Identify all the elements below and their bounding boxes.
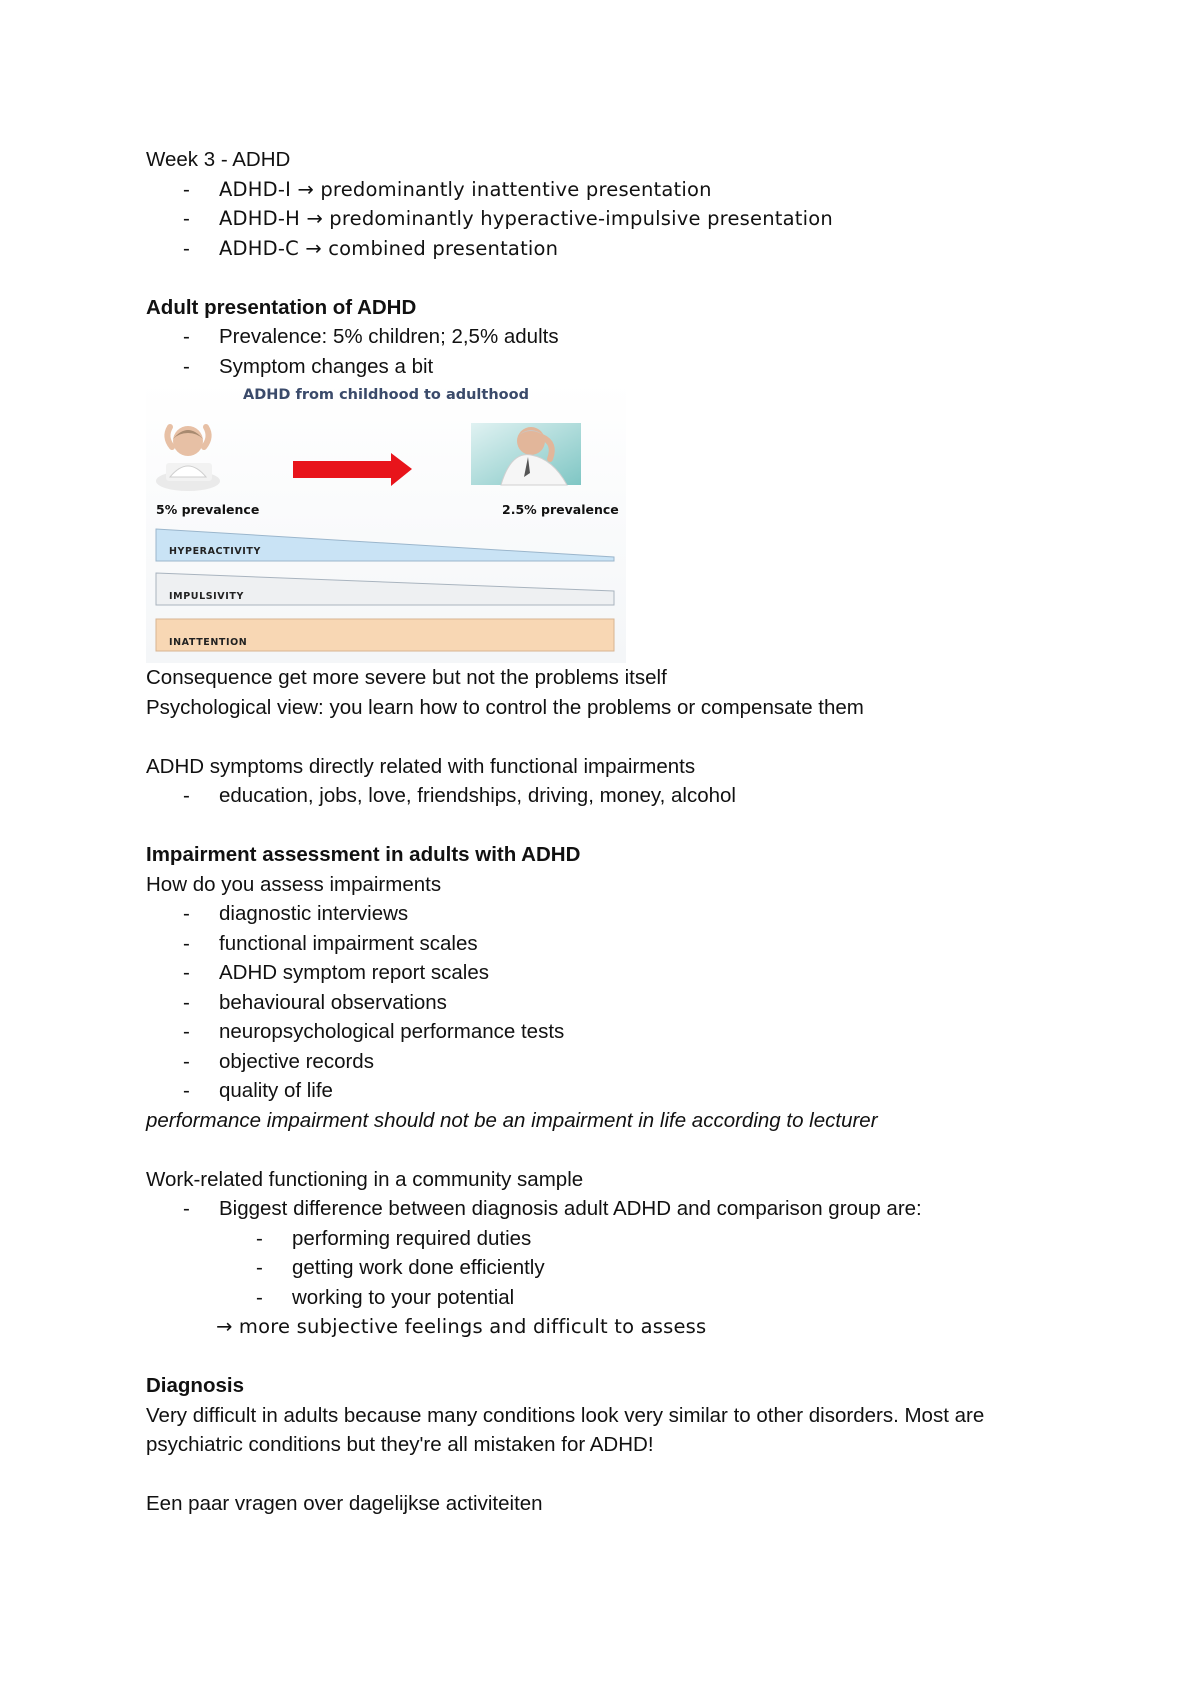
bullet-marker: -: [183, 207, 190, 230]
bullet-marker: -: [183, 1049, 190, 1073]
sub-list-item-text: working to your potential: [292, 1285, 515, 1309]
bullet-marker: -: [183, 990, 190, 1014]
page-heading: Week 3 - ADHD: [146, 148, 291, 171]
list-item: [146, 899, 1086, 929]
list-item: [146, 929, 1086, 959]
presentation-item: ADHD-I → predominantly inattentive presentation: [219, 177, 712, 201]
figure-child-prevalence: 5% prevalence: [156, 502, 260, 517]
diagnosis-paragraph: Very difficult in adults because many conditions look very similar to other disorders. Most are psychiatric conditions but they're all mistaken for ADHD!: [146, 1403, 985, 1456]
presentation-item: ADHD-H → predominantly hyperactive-impulsive presentation: [219, 207, 833, 230]
paragraph-line: How do you assess impairments: [146, 872, 442, 896]
bullet-marker: -: [183, 177, 190, 201]
bullet-marker: -: [183, 784, 190, 807]
list-item: [146, 204, 1086, 234]
list-item: [146, 1194, 1086, 1224]
conclusion-text: → more subjective feelings and difficult to assess: [216, 1315, 707, 1338]
lecturer-note: performance impairment should not be an impairment in life according to lecturer: [146, 1108, 878, 1132]
document-content: [146, 145, 1086, 1519]
sub-list-item-text: getting work done efficiently: [292, 1256, 545, 1279]
bullet-marker: -: [183, 902, 190, 925]
figure-adult-prevalence: 2.5% prevalence: [502, 502, 619, 517]
list-item-text: behavioural observations: [219, 990, 447, 1014]
bullet-marker: -: [256, 1256, 263, 1279]
list-item-text: diagnostic interviews: [219, 902, 409, 925]
list-item-text: Biggest difference between diagnosis adult ADHD and comparison group are:: [219, 1197, 922, 1220]
bullet-marker: -: [183, 354, 190, 378]
list-item: [146, 958, 1086, 988]
conclusion-line: [146, 1312, 1086, 1342]
band-label-impulsivity: IMPULSIVITY: [169, 591, 244, 602]
paragraph-line: Consequence get more severe but not the problems itself: [146, 666, 667, 689]
figure-title: ADHD from childhood to adulthood: [243, 387, 529, 403]
list-item: [146, 1017, 1086, 1047]
figure-graphics: [146, 381, 626, 663]
paragraph-line: ADHD symptoms directly related with functional impairments: [146, 754, 696, 778]
list-item: [146, 1047, 1086, 1077]
bullet-marker: -: [183, 931, 190, 955]
list-item: [146, 988, 1086, 1018]
bullet-marker: -: [183, 236, 190, 260]
list-item-text: Prevalence: 5% children; 2,5% adults: [219, 325, 559, 348]
closing-line: Een paar vragen over dagelijkse activiteiten: [146, 1492, 543, 1515]
list-item: [146, 175, 1086, 205]
adhd-figure: [146, 381, 626, 663]
bullet-marker: -: [183, 1020, 190, 1043]
band-label-hyperactivity: HYPERACTIVITY: [169, 546, 261, 557]
bullet-marker: -: [256, 1285, 263, 1309]
list-item: [146, 322, 1086, 352]
list-item: [146, 234, 1086, 264]
bullet-marker: -: [183, 325, 190, 348]
bullet-marker: -: [183, 961, 190, 984]
list-item-text: quality of life: [219, 1079, 333, 1102]
list-item: [146, 1076, 1086, 1106]
bullet-marker: -: [256, 1226, 263, 1250]
band-label-inattention: INATTENTION: [169, 637, 248, 648]
section-heading-diagnosis: Diagnosis: [146, 1374, 244, 1397]
paragraph-line: Psychological view: you learn how to control the problems or compensate them: [146, 695, 864, 719]
list-item-text: objective records: [219, 1049, 374, 1073]
list-item: [146, 352, 1086, 382]
list-item-text: education, jobs, love, friendships, driving, money, alcohol: [219, 784, 736, 807]
sub-list-item: [146, 1283, 1086, 1313]
adult-image: [471, 423, 581, 485]
list-item-text: ADHD symptom report scales: [219, 961, 489, 984]
list-item-text: functional impairment scales: [219, 931, 478, 955]
sub-list-item: [146, 1224, 1086, 1254]
list-item: [146, 781, 1086, 811]
sub-list-item-text: performing required duties: [292, 1226, 532, 1250]
bullet-marker: -: [183, 1079, 190, 1102]
section-heading-adult: Adult presentation of ADHD: [146, 295, 417, 319]
section-heading-impairment: Impairment assessment in adults with ADHD: [146, 843, 581, 866]
list-item-text: neuropsychological performance tests: [219, 1020, 565, 1043]
sub-list-item: [146, 1253, 1086, 1283]
presentation-item: ADHD-C → combined presentation: [219, 236, 559, 260]
list-item-text: Symptom changes a bit: [219, 354, 434, 378]
paragraph-line: Work-related functioning in a community sample: [146, 1167, 584, 1191]
bullet-marker: -: [183, 1197, 190, 1220]
